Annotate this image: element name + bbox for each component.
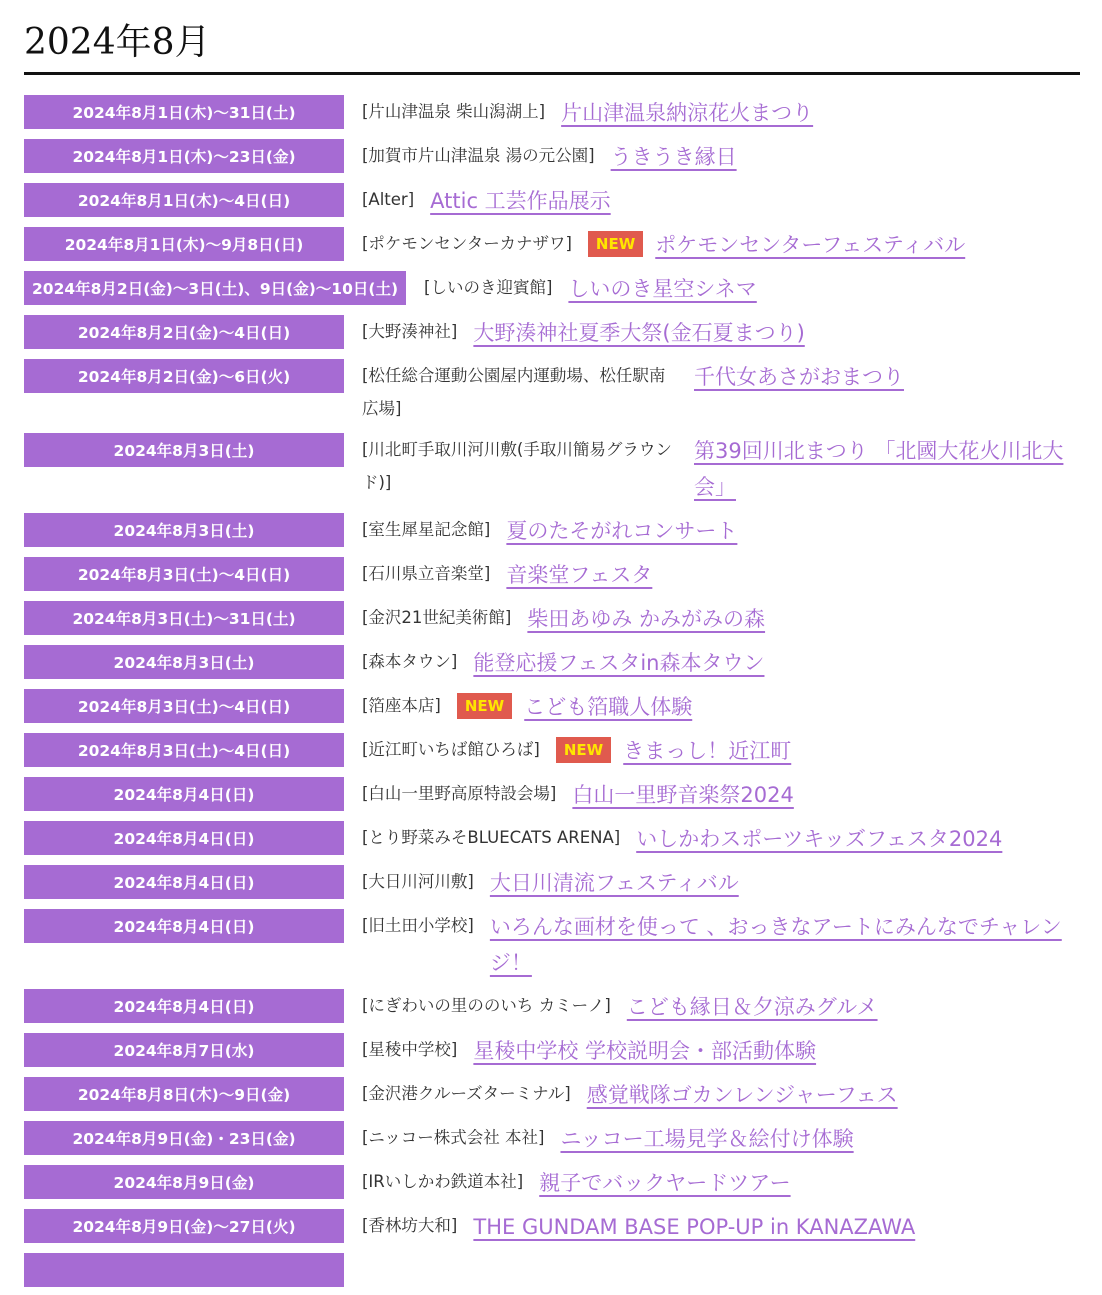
event-date-badge: 2024年8月4日(日) — [24, 989, 344, 1023]
event-date-badge: 2024年8月2日(金)〜3日(土)、9日(金)〜10日(土) — [24, 271, 406, 305]
event-date-badge: 2024年8月3日(土) — [24, 645, 344, 679]
event-date-badge: 2024年8月3日(土)〜31日(土) — [24, 601, 344, 635]
event-venue: [松任総合運動公園屋内運動場、松任駅南広場] — [362, 366, 666, 418]
event-details — [344, 821, 1080, 857]
event-row — [24, 433, 1080, 505]
event-venue: [箔座本店] — [362, 696, 441, 715]
event-title-link[interactable]: 夏のたそがれコンサート — [506, 519, 738, 543]
event-date-badge: 2024年8月1日(木)〜23日(金) — [24, 139, 344, 173]
event-venue: [しいのき迎賓館] — [424, 278, 553, 297]
event-date-badge: 2024年8月3日(土)〜4日(日) — [24, 689, 344, 723]
event-title-link[interactable]: 白山一里野音楽祭2024 — [572, 783, 794, 807]
event-details — [344, 315, 1080, 351]
event-title-link[interactable]: いろんな画材を使って 、おっきなアートにみんなでチャレンジ！ — [489, 915, 1062, 975]
event-date-badge: 2024年8月3日(土) — [24, 513, 344, 547]
event-details — [344, 989, 1080, 1025]
event-row — [24, 315, 1080, 351]
event-date-badge: 2024年8月3日(土) — [24, 433, 344, 467]
event-date-badge: 2024年8月7日(水) — [24, 1033, 344, 1067]
event-details — [344, 645, 1080, 681]
event-details — [344, 865, 1080, 901]
event-title-link[interactable]: しいのき星空シネマ — [568, 277, 757, 301]
event-row — [24, 227, 1080, 263]
event-venue: [川北町手取川河川敷(手取川簡易グラウンド)] — [362, 440, 672, 492]
event-date-badge: 2024年8月4日(日) — [24, 909, 344, 943]
event-title-link[interactable]: Attic 工芸作品展示 — [430, 189, 611, 213]
event-venue: [Alter] — [362, 190, 415, 209]
event-title-link[interactable]: ニッコー工場見学＆絵付け体験 — [560, 1127, 854, 1151]
event-date-badge: 2024年8月1日(木)〜4日(日) — [24, 183, 344, 217]
event-date-badge: 2024年8月9日(金)・23日(金) — [24, 1121, 344, 1155]
event-details — [344, 1121, 1080, 1157]
new-badge: NEW — [556, 737, 611, 763]
event-venue: [室生犀星記念館] — [362, 520, 491, 539]
event-date-badge: 2024年8月4日(日) — [24, 865, 344, 899]
event-venue: [IRいしかわ鉄道本社] — [362, 1172, 524, 1191]
event-details — [344, 139, 1080, 175]
event-details — [344, 1165, 1080, 1201]
new-badge: NEW — [588, 231, 643, 257]
event-venue: [加賀市片山津温泉 湯の元公園] — [362, 146, 595, 165]
event-details — [344, 513, 1080, 549]
event-row — [24, 95, 1080, 131]
event-row — [24, 645, 1080, 681]
event-row — [24, 733, 1080, 769]
event-row — [24, 1033, 1080, 1069]
event-title-link[interactable]: 能登応援フェスタin森本タウン — [473, 651, 765, 675]
event-row — [24, 183, 1080, 219]
event-venue: [金沢21世紀美術館] — [362, 608, 512, 627]
event-venue: [近江町いちば館ひろば] — [362, 740, 540, 759]
event-row — [24, 1121, 1080, 1157]
event-date-badge: 2024年8月2日(金)〜4日(日) — [24, 315, 344, 349]
event-title-link[interactable]: ポケモンセンターフェスティバル — [655, 233, 966, 257]
event-venue: [大日川河川敷] — [362, 872, 474, 891]
event-title-link[interactable]: 柴田あゆみ かみがみの森 — [527, 607, 766, 631]
event-row — [24, 359, 1080, 425]
event-venue: [ニッコー株式会社 本社] — [362, 1128, 545, 1147]
event-details — [406, 271, 1080, 307]
event-list — [24, 95, 1080, 1295]
event-venue: [森本タウン] — [362, 652, 458, 671]
event-details — [344, 557, 1080, 593]
event-date-badge: 2024年8月1日(木)〜9月8日(日) — [24, 227, 344, 261]
event-row — [24, 513, 1080, 549]
event-title-link[interactable]: 親子でバックヤードツアー — [539, 1171, 791, 1195]
event-details — [344, 227, 1080, 263]
event-date-badge — [24, 1253, 344, 1287]
event-details — [344, 689, 1080, 725]
event-title-link[interactable]: いしかわスポーツキッズフェスタ2024 — [636, 827, 1003, 851]
event-title-link[interactable]: 第39回川北まつり 「北國大花火川北大会」 — [694, 439, 1064, 499]
event-row — [24, 1253, 1080, 1287]
event-row — [24, 777, 1080, 813]
event-venue: [白山一里野高原特設会場] — [362, 784, 557, 803]
event-row — [24, 1165, 1080, 1201]
event-venue: [にぎわいの里ののいち カミーノ] — [362, 996, 611, 1015]
event-venue: [ポケモンセンターカナザワ] — [362, 234, 572, 253]
event-row — [24, 689, 1080, 725]
event-details — [344, 359, 1080, 425]
event-details — [344, 183, 1080, 219]
event-title-link[interactable]: うきうき縁日 — [610, 145, 737, 169]
event-venue: [石川県立音楽堂] — [362, 564, 491, 583]
event-title-link[interactable]: こども箔職人体験 — [524, 695, 693, 719]
event-venue: [片山津温泉 柴山潟湖上] — [362, 102, 546, 121]
event-title-link[interactable]: 片山津温泉納涼花火まつり — [561, 101, 814, 125]
event-venue: [大野湊神社] — [362, 322, 458, 341]
event-details — [344, 1077, 1080, 1113]
event-date-badge: 2024年8月4日(日) — [24, 821, 344, 855]
event-row — [24, 1209, 1080, 1245]
event-title-link[interactable]: 感覚戦隊ゴカンレンジャーフェス — [586, 1083, 898, 1107]
event-title-link[interactable]: きまっし！近江町 — [623, 739, 792, 763]
event-row — [24, 989, 1080, 1025]
new-badge: NEW — [457, 693, 512, 719]
event-venue: [とり野菜みそBLUECATS ARENA] — [362, 828, 621, 847]
event-title-link[interactable]: 大野湊神社夏季大祭(金石夏まつり) — [473, 321, 805, 345]
event-venue: [旧土田小学校] — [362, 916, 474, 935]
event-row — [24, 601, 1080, 637]
title-divider — [24, 72, 1080, 75]
event-venue: [星稜中学校] — [362, 1040, 458, 1059]
event-date-badge: 2024年8月2日(金)〜6日(火) — [24, 359, 344, 393]
event-title-link[interactable]: 星稜中学校 学校説明会・部活動体験 — [473, 1039, 817, 1063]
event-row — [24, 865, 1080, 901]
event-row — [24, 909, 1080, 981]
event-title-link[interactable]: こども縁日＆夕涼みグルメ — [626, 995, 878, 1019]
event-venue: [金沢港クルーズターミナル] — [362, 1084, 571, 1103]
event-date-badge: 2024年8月3日(土)〜4日(日) — [24, 557, 344, 591]
event-date-badge: 2024年8月9日(金) — [24, 1165, 344, 1199]
event-date-badge: 2024年8月8日(木)〜9日(金) — [24, 1077, 344, 1111]
page-title: 2024年8月 — [24, 22, 211, 63]
event-details — [344, 733, 1080, 769]
event-row — [24, 821, 1080, 857]
event-details — [344, 601, 1080, 637]
event-details — [344, 1033, 1080, 1069]
event-row — [24, 1077, 1080, 1113]
event-date-badge: 2024年8月4日(日) — [24, 777, 344, 811]
event-details — [344, 1209, 1080, 1245]
event-title-link[interactable]: 音楽堂フェスタ — [506, 563, 653, 587]
event-title-link[interactable]: 大日川清流フェスティバル — [489, 871, 739, 895]
event-details — [344, 909, 1080, 981]
event-date-badge: 2024年8月3日(土)〜4日(日) — [24, 733, 344, 767]
event-details — [344, 95, 1080, 131]
event-details — [344, 777, 1080, 813]
event-date-badge: 2024年8月1日(木)〜31日(土) — [24, 95, 344, 129]
event-title-link[interactable]: THE GUNDAM BASE POP-UP in KANAZAWA — [473, 1215, 916, 1239]
event-venue: [香林坊大和] — [362, 1216, 458, 1235]
event-details — [344, 433, 1080, 505]
event-row — [24, 557, 1080, 593]
event-row — [24, 271, 1080, 307]
event-title-link[interactable]: 千代女あさがおまつり — [694, 365, 904, 389]
event-date-badge: 2024年8月9日(金)〜27日(火) — [24, 1209, 344, 1243]
event-row — [24, 139, 1080, 175]
